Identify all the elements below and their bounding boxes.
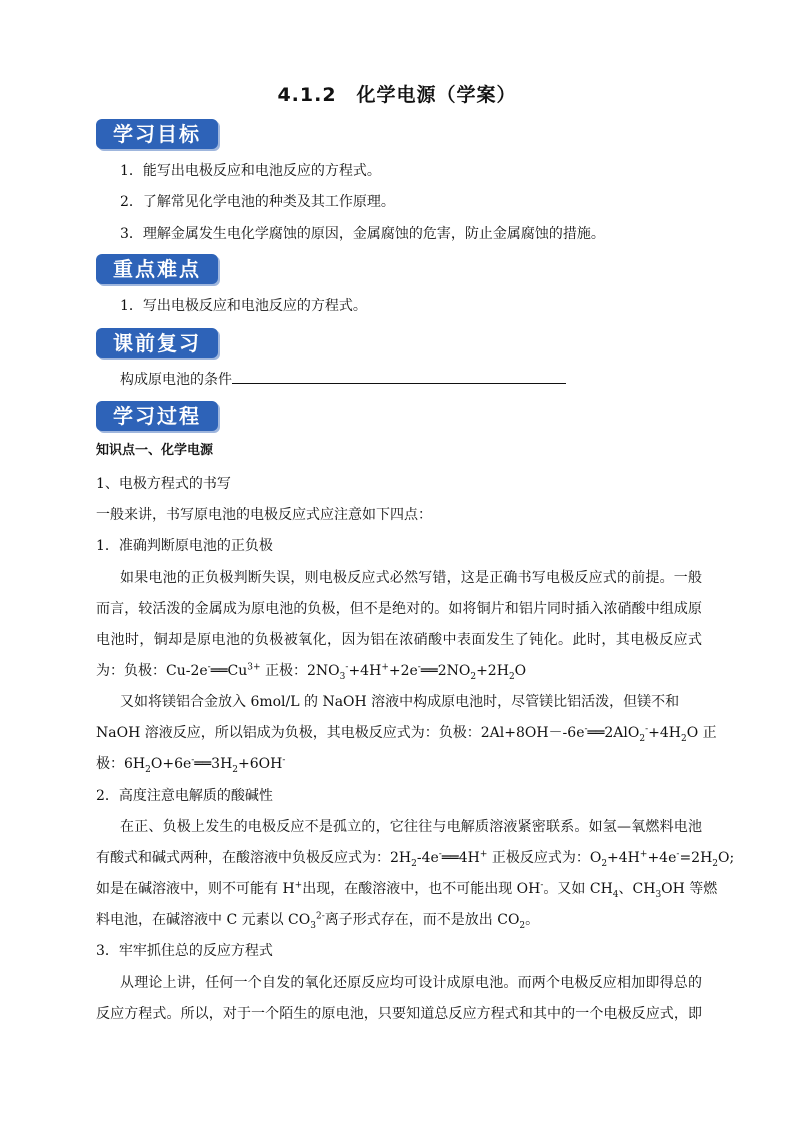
text-run: 。 <box>525 912 540 928</box>
subscript: 2 <box>470 671 477 682</box>
section-badge-review: 课前复习 <box>96 328 218 358</box>
text-run: 、CH <box>618 881 656 897</box>
equation-line <box>96 754 702 774</box>
text-run: +6OH <box>238 756 283 772</box>
superscript: - <box>540 880 544 891</box>
paragraph-line: 又如将镁铝合金放入 6mol/L 的 NaOH 溶液中构成原电池时，尽管镁比铝活泼，但镁不和 <box>120 694 680 710</box>
objective-item-3: 3．理解金属发生电化学腐蚀的原因，金属腐蚀的危害，防止金属腐蚀的措施。 <box>120 226 605 242</box>
text-run: O+6e <box>150 756 192 772</box>
text-run: 正极：2NO <box>260 663 340 679</box>
subscript: 2 <box>519 920 526 931</box>
text-run: OH 等燃 <box>661 881 718 897</box>
text-run: O <box>514 663 527 679</box>
answer-blank <box>232 369 566 384</box>
superscript: - <box>438 849 442 860</box>
text-run: O; <box>718 850 735 866</box>
equation-line <box>96 661 702 681</box>
objective-item-2: 2．了解常见化学电池的种类及其工作原理。 <box>120 194 395 210</box>
subscript: 2 <box>145 764 151 775</box>
subscript: 2 <box>601 858 608 869</box>
text-run: 出现，在酸溶液中，也不可能出现 OH <box>302 881 541 897</box>
text-run: -4e <box>416 850 439 866</box>
text-run: =2H <box>679 850 713 866</box>
superscript: - <box>417 662 421 673</box>
page-title: 4.1.2 化学电源（学案） <box>277 84 517 106</box>
text-run: 正极反应式为：O <box>487 850 602 866</box>
text-run: ══2AlO <box>587 725 640 741</box>
section-badge-objectives: 学习目标 <box>96 119 218 149</box>
text-run: 料电池，在碱溶液中 C 元素以 CO <box>96 912 311 928</box>
paragraph-line: 从理论上讲，任何一个自发的氧化还原反应均可设计成原电池。而两个电极反应相加即得总的 <box>120 975 702 991</box>
text-run: +2H <box>476 663 509 679</box>
section-heading: 1、电极方程式的书写 <box>96 476 231 492</box>
equation-line <box>96 879 718 900</box>
subscript: 3 <box>339 671 346 682</box>
review-label: 构成原电池的条件 <box>120 372 232 388</box>
subscript: 2 <box>712 858 719 869</box>
section-badge-process: 学习过程 <box>96 401 218 431</box>
text-run: 为：负极：Cu-2e <box>96 663 208 679</box>
text-run: ══Cu <box>210 663 248 679</box>
superscript: - <box>207 662 211 673</box>
superscript: 3+ <box>247 662 261 673</box>
subscript: 3 <box>655 889 662 900</box>
superscript: - <box>584 724 588 735</box>
superscript: + <box>639 849 648 860</box>
superscript: 2- <box>316 911 325 922</box>
text-run: ══2NO <box>420 663 471 679</box>
superscript: - <box>676 849 680 860</box>
text-run: +4e <box>647 850 677 866</box>
superscript: + <box>381 662 389 673</box>
text-run: NaOH 溶液反应，所以铝成为负极，其电极反应式为：负极：2Al+8OH－-6e <box>96 725 585 741</box>
subscript: 3 <box>310 920 316 931</box>
text-run: 有酸式和碱式两种，在酸溶液中负极反应式为：2H <box>96 850 412 866</box>
text-run: +4H <box>648 725 682 741</box>
text-run: ══3H <box>194 756 233 772</box>
text-run: ══4H <box>441 850 480 866</box>
paragraph-line: 反应方程式。所以，对于一个陌生的原电池，只要知道总反应方程式和其中的一个电极反应式，即 <box>96 1006 702 1022</box>
subscript: 2 <box>411 858 417 869</box>
superscript: - <box>345 662 349 673</box>
paragraph-line: 电池时，铜却是原电池的负极被氧化，因为铝在浓硝酸中表面发生了钝化。此时，其电极反应式 <box>96 632 702 648</box>
text-run: 如是在碱溶液中，则不可能有 H <box>96 881 295 897</box>
subscript: 2 <box>508 671 515 682</box>
text-run: +2e <box>388 663 418 679</box>
subscript: 2 <box>639 733 646 744</box>
section-badge-keypoints: 重点难点 <box>96 254 218 284</box>
superscript: - <box>191 755 195 766</box>
paragraph-line: 而言，较活泼的金属成为原电池的负极，但不是绝对的。如将铜片和铝片同时插入浓硝酸中组成原 <box>96 601 702 617</box>
equation-line <box>96 910 702 930</box>
subscript: 4 <box>612 889 619 900</box>
superscript: + <box>479 849 488 860</box>
text-run: 离子形式存在，而不是放出 CO <box>324 912 520 928</box>
point-heading-2: 2．高度注意电解质的酸碱性 <box>96 788 273 804</box>
text-run: +4H <box>348 663 382 679</box>
intro-text: 一般来讲，书写原电池的电极反应式应注意如下四点： <box>96 507 432 523</box>
text-run: O 正 <box>686 725 717 741</box>
point-heading-1: 1．准确判断原电池的正负极 <box>96 538 273 554</box>
paragraph-line: 如果电池的正负极判断失误，则电极反应式必然写错，这是正确书写电极反应式的前提。一般 <box>120 570 702 586</box>
subscript: 2 <box>681 733 687 744</box>
text-run: 极：6H <box>96 756 146 772</box>
superscript: + <box>294 880 303 891</box>
superscript: - <box>282 755 286 766</box>
paragraph-line: 在正、负极上发生的电极反应不是孤立的，它往往与电解质溶液紧密联系。如氢—氧燃料电池 <box>120 819 702 835</box>
equation-line <box>96 723 717 744</box>
knowledge-point-title: 知识点一、化学电源 <box>96 443 214 458</box>
text-run: 。又如 CH <box>543 881 613 897</box>
equation-line <box>96 848 735 869</box>
superscript: - <box>645 724 649 735</box>
text-run: +4H <box>607 850 640 866</box>
subscript: 2 <box>232 764 239 775</box>
objective-item-1: 1．能写出电极反应和电池反应的方程式。 <box>120 163 381 179</box>
point-heading-3: 3．牢牢抓住总的反应方程式 <box>96 943 273 959</box>
keypoint-item-1: 1．写出电极反应和电池反应的方程式。 <box>120 298 367 314</box>
review-question <box>120 369 726 390</box>
